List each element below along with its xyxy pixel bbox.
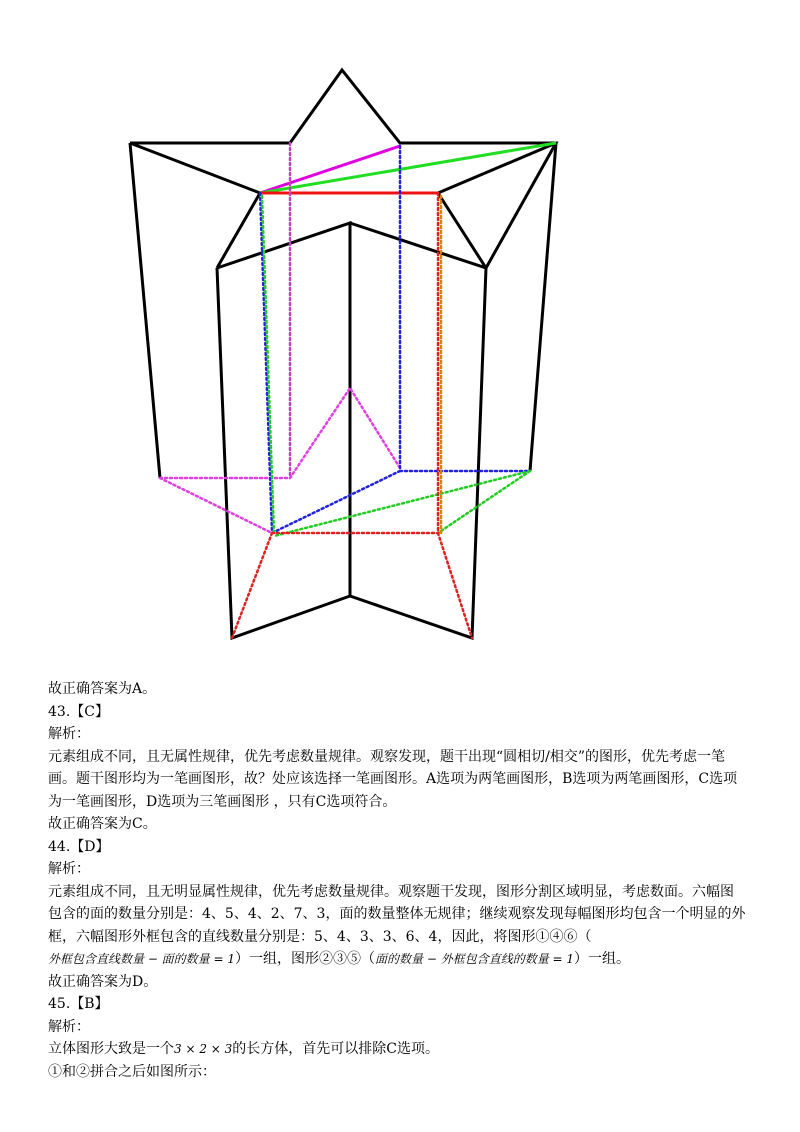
- text-span: 的长方体，首先可以排除C选项。: [232, 1041, 439, 1057]
- figure-edge: [130, 143, 260, 193]
- dotted-edge: [160, 388, 400, 478]
- formula: 3 × 2 × 3: [174, 1042, 233, 1056]
- green-edge: [260, 143, 556, 193]
- paragraph-line: 画。题干图形均为一笔画图形，故？处应该选择一笔画图形。A选项为两笔画图形，B选项为两笔画图形，C选项: [48, 771, 738, 787]
- dotted-edge: [438, 533, 472, 638]
- figure-edge: [438, 193, 486, 268]
- paragraph-line: 框，六幅图形外框包含的直线数量分别是：5、4、3、3、6、4，因此，将图形①④⑥（: [48, 928, 592, 945]
- dotted-edge: [232, 533, 272, 638]
- analysis-label: 解析：: [48, 1018, 90, 1035]
- dotted-edge: [160, 478, 272, 533]
- answer-line: 故正确答案为C。: [48, 816, 157, 832]
- paragraph-line: ①和②拼合之后如图所示：: [48, 1063, 216, 1080]
- formula: 面的数量 − 外框包含直线的数量 = 1: [375, 952, 575, 966]
- dotted-edge: [438, 471, 530, 533]
- formula: 外框包含直线数量 − 面的数量 = 1: [48, 952, 236, 966]
- dotted-edge: [262, 196, 274, 533]
- dotted-edge: [272, 471, 400, 533]
- question-number: 45.【B】: [48, 996, 109, 1012]
- paragraph-line: 元素组成不同，且无明显属性规律，优先考虑数量规律。观察题干发现，图形分割区域明显，考虑数面。六幅图: [48, 883, 734, 900]
- figure-edge: [530, 143, 556, 471]
- dotted-edge: [274, 471, 530, 536]
- paragraph-line: 元素组成不同，且无属性规律，优先考虑数量规律。观察发现，题干出现“圆相切/相交”的图形，优先考虑一笔: [48, 748, 726, 765]
- figure-edge: [130, 143, 160, 478]
- analysis-label: 解析：: [48, 861, 90, 877]
- analysis-label: 解析：: [48, 726, 90, 742]
- paragraph-line: [48, 1038, 768, 1061]
- figure-panel-left: [217, 223, 350, 638]
- answer-line: 故正确答案为A。: [48, 681, 157, 697]
- figure-panel-right: [350, 223, 486, 638]
- paragraph-line: [48, 948, 768, 971]
- text-span: 立体图形大致是一个: [48, 1041, 174, 1057]
- question-number: 43.【C】: [48, 703, 109, 720]
- paragraph-line: 包含的面的数量分别是：4、5、4、2、7、3，面的数量整体无规律；继续观察发现每幅图形均包含一个明显的外: [48, 906, 746, 922]
- text-span: ）一组。: [574, 951, 631, 967]
- paragraph-line: 为一笔画图形，D选项为三笔画图形 ，只有C选项符合。: [48, 793, 397, 810]
- figure-edge: [438, 143, 556, 193]
- answer-line: 故正确答案为D。: [48, 973, 158, 990]
- text-span: ）一组，图形②③⑤（: [235, 951, 376, 967]
- solution-text: [48, 678, 768, 1083]
- question-number: 44.【D】: [48, 838, 110, 855]
- dotted-edge: [260, 193, 272, 533]
- magenta-edge: [260, 146, 400, 193]
